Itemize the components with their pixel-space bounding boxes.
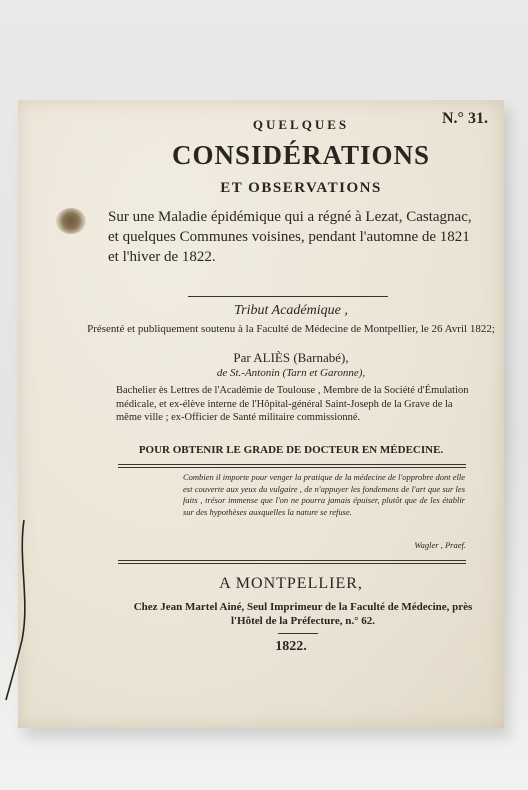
document-page <box>18 100 504 728</box>
divider <box>118 563 466 564</box>
divider <box>188 296 388 297</box>
issue-number: N.° 31. <box>442 110 488 127</box>
epigraph-attribution: Wagler , Praef. <box>414 540 466 550</box>
divider <box>118 467 466 468</box>
publication-year: 1822. <box>275 639 307 654</box>
degree-line: POUR OBTENIR LE GRADE DE DOCTEUR EN MÉDECINE. <box>138 444 444 456</box>
printer-info: Chez Jean Martel Ainé, Seul Imprimeur de la Faculté de Médecine, près l'Hôtel de la Préfecture, n.° 62. <box>133 601 473 627</box>
subject-text: Sur une Maladie épidémique qui a régné à Lezat, Castagnac, et quelques Communes voisines, pendant l'automne de 1821 et l'hiver de 1822. <box>108 209 472 265</box>
author-credentials: Bachelier ès Lettres de l'Académie de Toulouse , Membre de la Société d'Émulation médicale, et ex-élève interne de l'Hôpital-général Saint-Joseph de la Grave de la même ville ; ex-Officier de Santé militaire commissionné. <box>116 385 469 423</box>
tribut-heading: Tribut Académique , <box>234 303 348 318</box>
title-quelques: QUELQUES <box>252 117 350 132</box>
title-observations: ET OBSERVATIONS <box>220 180 382 196</box>
publisher-city: A MONTPELLIER, <box>219 575 363 592</box>
epigraph: Combien il importe pour venger la pratique de la médecine de l'opprobre dont elle est couverte aux yeux du vulgaire , de n'appuyer les fondemens de l'art que sur les faits , trésor immense que l'on ne pourra jamais épuiser, plutôt que de les établir sur des hypothèses auxquelles la nature se refuse. <box>183 472 465 517</box>
stain <box>56 208 86 234</box>
divider <box>278 633 318 634</box>
divider <box>118 464 466 465</box>
title-considerations: CONSIDÉRATIONS <box>171 140 431 170</box>
author-origin: de St.-Antonin (Tarn et Garonne), <box>216 367 366 379</box>
divider <box>118 560 466 561</box>
presentation-text: Présenté et publiquement soutenu à la Faculté de Médecine de Montpellier, le 26 Avril 1822; <box>87 323 495 335</box>
author-line: Par ALIÈS (Barnabé), <box>233 350 349 365</box>
